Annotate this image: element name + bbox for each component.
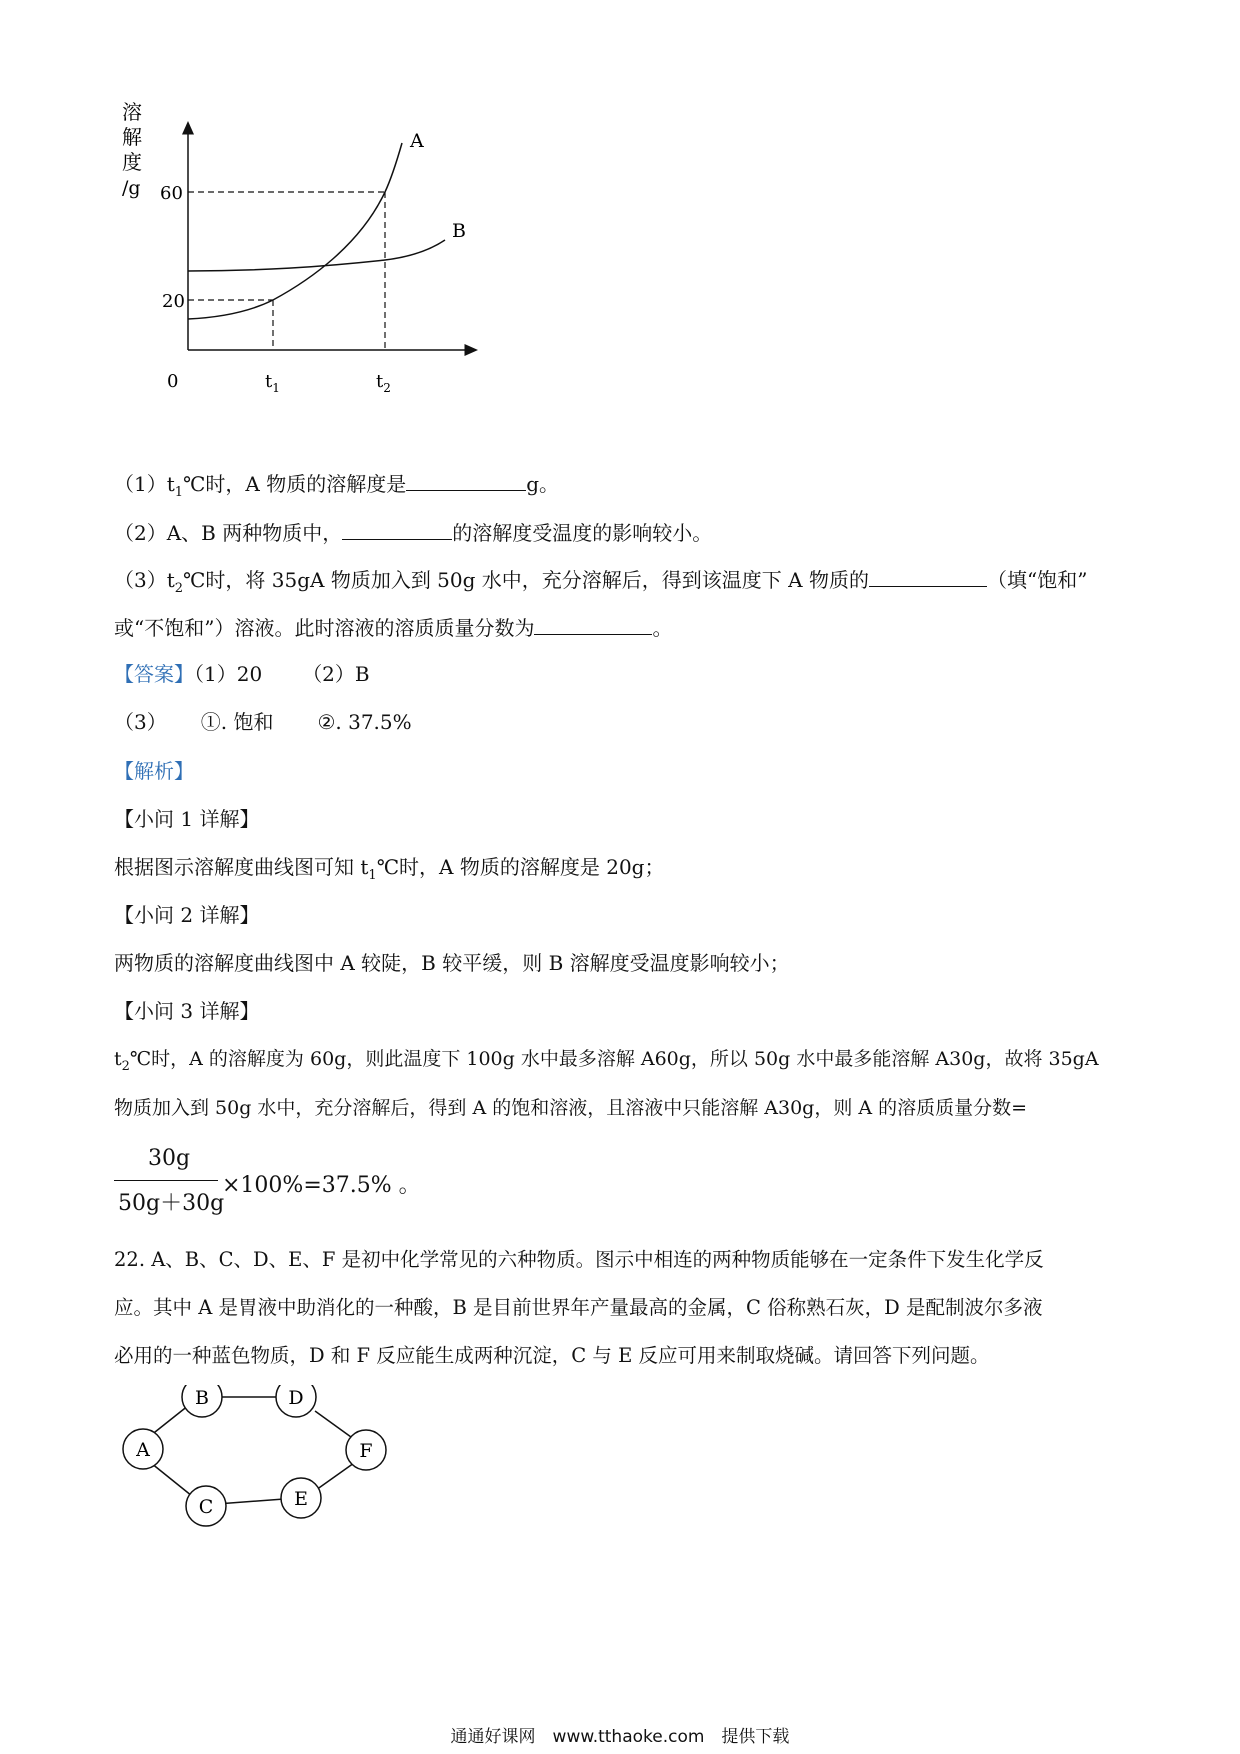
y-axis-label-3: 度 — [122, 150, 142, 174]
s1-sub: 1 — [368, 868, 377, 883]
edge-f-e — [316, 1463, 354, 1490]
y-tick-60: 60 — [160, 183, 183, 204]
x-tick-t2-sub: 2 — [383, 381, 391, 395]
fraction-numerator: 30g — [148, 1146, 191, 1171]
q3-mid: ℃时，将 35gA 物质加入到 50g 水中，充分溶解后，得到该温度下 A 物质的 — [183, 568, 869, 592]
page-footer: 通通好课网 www.tthaoke.com 提供下载 — [450, 1727, 790, 1747]
y-tick-20: 20 — [162, 291, 185, 312]
analysis-s3-line-2: 物质加入到 50g 水中，充分溶解后，得到 A 的饱和溶液，且溶液中只能溶解 A30g，则 A 的溶质质量分数= — [114, 1097, 1028, 1119]
edge-a-b — [150, 1405, 189, 1436]
q21-line-3 — [114, 566, 1087, 601]
x-tick-t1-sub: 1 — [272, 381, 280, 395]
s1-post: ℃时，A 物质的溶解度是 20g； — [376, 855, 665, 879]
answer-line-2 — [114, 710, 412, 734]
x-tick-0: 0 — [167, 371, 179, 392]
s1-pre: 根据图示溶解度曲线图可知 t — [114, 855, 369, 879]
node-e-label: E — [294, 1488, 308, 1510]
answer-3-label: （3） — [114, 710, 167, 734]
q1-blank[interactable] — [406, 470, 526, 491]
node-d-label: D — [288, 1387, 304, 1409]
s3-l1-post: ℃时，A 的溶解度为 60g，则此温度下 100g 水中最多溶解 A60g，所以 50g 水中最多能溶解 A30g，故将 35gA — [129, 1048, 1099, 1070]
analysis-s1-text — [114, 855, 664, 888]
analysis-s3-title: 【小问 3 详解】 — [114, 999, 260, 1023]
q22-line-3: 必用的一种蓝色物质，D 和 F 反应能生成两种沉淀，C 与 E 反应可用来制取烧碱。请回答下列问题。 — [114, 1344, 990, 1367]
x-tick-t1 — [265, 371, 280, 395]
fraction-denominator: 50g＋30g — [118, 1191, 225, 1216]
q1-pre: （1）t — [114, 472, 175, 496]
q3-sub: 2 — [174, 581, 184, 596]
answer-1: （1）20 — [194, 662, 263, 686]
analysis-s2-text: 两物质的溶解度曲线图中 A 较陡，B 较平缓，则 B 溶解度受温度影响较小； — [114, 951, 790, 975]
edge-d-f — [315, 1411, 351, 1437]
y-axis-label-4: /g — [122, 177, 141, 199]
q1-post: ℃时，A 物质的溶解度是 — [183, 472, 407, 496]
q21-line-4 — [114, 614, 672, 640]
q3-blank-2[interactable] — [534, 614, 652, 635]
q2-pre: （2）A、B 两种物质中， — [114, 521, 343, 545]
edge-c-a — [151, 1463, 192, 1496]
q21-line-2 — [114, 519, 712, 545]
q21-line-1 — [114, 470, 559, 505]
q2-post: 的溶解度受温度的影响较小。 — [452, 521, 713, 545]
q3-line2-end: 。 — [652, 616, 673, 640]
node-a-label: A — [136, 1439, 150, 1461]
node-c-label: C — [198, 1496, 214, 1518]
analysis-s1-title: 【小问 1 详解】 — [114, 807, 260, 831]
q1-end: g。 — [526, 472, 560, 496]
fraction-result: ×100%=37.5% 。 — [222, 1173, 421, 1198]
solubility-chart — [110, 95, 490, 405]
q22-line-2: 应。其中 A 是胃液中助消化的一种酸，B 是目前世界年产量最高的金属，C 俗称熟石灰，D 是配制波尔多液 — [114, 1296, 1043, 1319]
analysis-s3-line-1 — [114, 1047, 1099, 1079]
answer-3-1: ①. 饱和 — [200, 710, 274, 734]
answer-tag: 【答案】 — [114, 662, 194, 686]
y-axis-label-2: 解 — [122, 125, 142, 149]
x-tick-t2 — [376, 371, 391, 395]
analysis-s2-title: 【小问 2 详解】 — [114, 903, 260, 927]
s3-l1-pre: t — [114, 1048, 122, 1070]
edge-e-c — [217, 1499, 284, 1504]
q1-sub: 1 — [174, 485, 184, 500]
curve-a — [188, 143, 402, 319]
q3-line2-pre: 或“不饱和”）溶液。此时溶液的溶质质量分数为 — [114, 616, 535, 640]
x-tick-t2-base: t — [376, 371, 384, 392]
curve-b — [188, 240, 445, 271]
node-f-label: F — [359, 1440, 373, 1462]
answer-3-2: ②. 37.5% — [317, 710, 412, 734]
curve-a-label: A — [410, 130, 424, 152]
q3-pre: （3）t — [114, 568, 175, 592]
answer-2: （2）B — [302, 662, 370, 686]
answer-line-1 — [114, 662, 370, 686]
node-b-label: B — [195, 1387, 209, 1409]
s3-l1-sub: 2 — [121, 1058, 130, 1074]
y-axis-label-1: 溶 — [122, 100, 142, 124]
x-tick-t1-base: t — [265, 371, 273, 392]
fraction-bar — [114, 1180, 218, 1181]
q22-line-1: 22. A、B、C、D、E、F 是初中化学常见的六种物质。图示中相连的两种物质能够在一定条件下发生化学反 — [114, 1248, 1044, 1271]
analysis-tag: 【解析】 — [114, 759, 194, 783]
q2-blank[interactable] — [342, 519, 452, 540]
curve-b-label: B — [452, 220, 466, 242]
q3-blank-1[interactable] — [869, 566, 987, 587]
q3-end: （填“饱和” — [986, 568, 1088, 592]
reaction-diagram — [110, 1385, 420, 1565]
